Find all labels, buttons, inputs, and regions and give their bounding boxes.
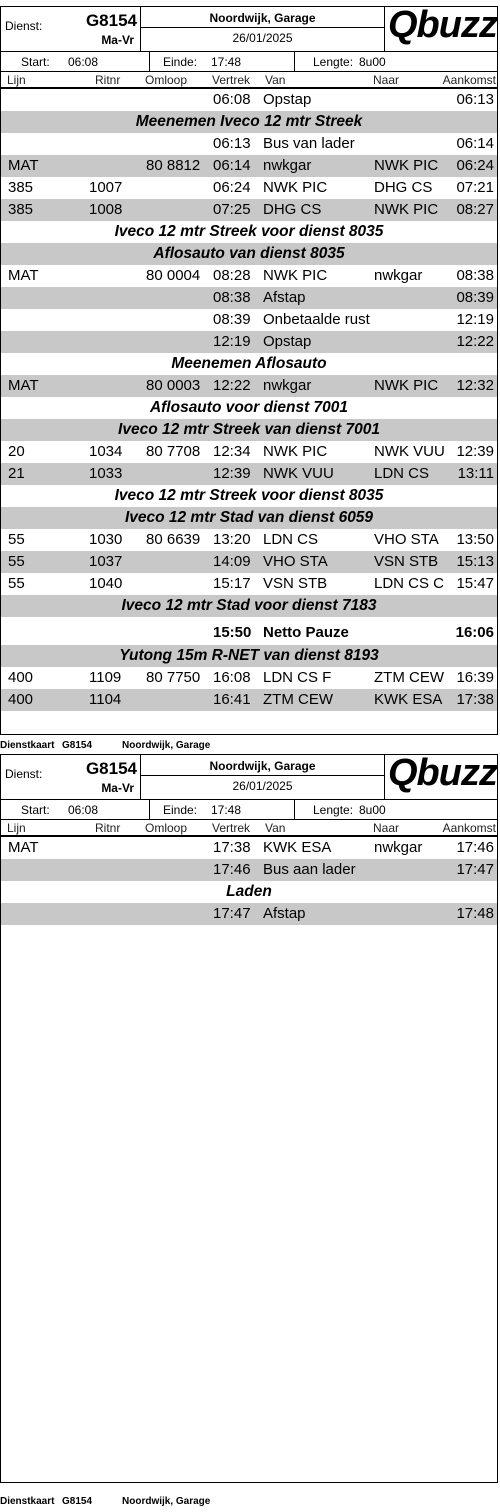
cell-lijn: 55 (8, 553, 25, 570)
cell-naar: VSN STB (374, 553, 439, 570)
cell-naar: VHO STA (374, 531, 439, 548)
cell-van: nwkgar (263, 157, 312, 174)
cell-vertrek: 15:50 (213, 624, 252, 641)
col-lijn: Lijn (7, 73, 26, 87)
cell-aankomst: 12:22 (456, 333, 494, 350)
column-headers (1, 820, 497, 837)
cell-omloop: 80 0004 (146, 267, 201, 284)
cell-lijn: 400 (8, 691, 34, 708)
table-row (1, 155, 497, 177)
table-row (1, 859, 497, 881)
footer-location: Noordwijk, Garage (122, 740, 211, 751)
section-heading: Iveco 12 mtr Streek voor dienst 8035 (114, 487, 384, 504)
cell-van: LDN CS (263, 531, 319, 548)
cell-vertrek: 08:38 (213, 289, 251, 306)
start-time: 06:08 (68, 55, 99, 69)
cell-aankomst: 07:21 (456, 179, 494, 196)
section-heading: Iveco 12 mtr Stad van dienst 6059 (1, 507, 497, 529)
cell-naar: DHG CS (374, 179, 433, 196)
page-header (1, 4, 497, 52)
schedule-body (1, 89, 497, 711)
section-heading: Aflosauto van dienst 8035 (1, 243, 497, 265)
cell-naar: nwkgar (374, 839, 423, 856)
cell-omloop: 80 6639 (146, 531, 201, 548)
cell-aankomst: 08:39 (456, 289, 494, 306)
cell-naar: LDN CS (374, 465, 430, 482)
lengte-value: 8u00 (359, 803, 386, 817)
cell-vertrek: 08:39 (213, 311, 251, 328)
table-row (1, 331, 497, 353)
table-row (1, 551, 497, 573)
cell-van: NWK PIC (263, 267, 328, 284)
cell-van: NWK VUU (263, 465, 334, 482)
cell-aankomst: 16:39 (456, 669, 494, 686)
table-row (1, 265, 497, 287)
cell-naar: NWK PIC (374, 201, 439, 218)
dienstkaart-page-2 (0, 754, 498, 1483)
cell-lijn: MAT (8, 267, 39, 284)
dienst-code: G8154 (85, 759, 137, 778)
cell-vertrek: 12:19 (213, 333, 251, 350)
cell-aankomst: 17:47 (456, 861, 494, 878)
table-row (1, 837, 497, 859)
cell-ritnr: 1033 (89, 465, 123, 482)
cell-van: Onbetaalde rust (263, 311, 370, 328)
section-heading: Aflosauto voor dienst 7001 (149, 399, 349, 416)
cell-aankomst: 06:13 (456, 91, 494, 108)
cell-vertrek: 06:13 (213, 135, 251, 152)
cell-vertrek: 12:34 (213, 443, 251, 460)
cell-aankomst: 15:13 (456, 553, 494, 570)
cell-vertrek: 06:14 (213, 157, 251, 174)
cell-vertrek: 17:46 (213, 861, 251, 878)
lengte-label: Lengte: (313, 803, 354, 817)
col-aankomst: Aankomst (442, 821, 496, 835)
cell-van: Bus aan lader (263, 861, 356, 878)
einde-label: Einde: (163, 55, 198, 69)
footer-location: Noordwijk, Garage (122, 1496, 211, 1507)
cell-aankomst: 12:39 (456, 443, 494, 460)
section-heading: Iveco 12 mtr Streek van dienst 7001 (1, 419, 497, 441)
cell-naar: nwkgar (374, 267, 423, 284)
section-heading: Iveco 12 mtr Streek voor dienst 8035 (114, 223, 384, 240)
cell-lijn: MAT (8, 377, 39, 394)
einde-time: 17:48 (211, 803, 242, 817)
cell-van: NWK PIC (263, 443, 328, 460)
col-omloop: Omloop (145, 73, 188, 87)
cell-aankomst: 16:06 (455, 624, 494, 641)
cell-vertrek: 15:17 (213, 575, 251, 592)
cell-van: VSN STB (263, 575, 328, 592)
cell-van: VHO STA (263, 553, 328, 570)
table-row (1, 689, 497, 711)
section-heading: Meenemen Aflosauto (171, 355, 327, 372)
einde-time: 17:48 (211, 55, 242, 69)
cell-ritnr: 1037 (89, 553, 123, 570)
date: 26/01/2025 (232, 779, 293, 793)
cell-aankomst: 13:50 (456, 531, 494, 548)
cell-ritnr: 1030 (89, 531, 123, 548)
column-headers (1, 72, 497, 89)
cell-lijn: 400 (8, 669, 34, 686)
cell-vertrek: 16:08 (213, 669, 251, 686)
cell-vertrek: 14:09 (213, 553, 251, 570)
cell-naar: KWK ESA (374, 691, 443, 708)
cell-lijn: MAT (8, 839, 39, 856)
cell-vertrek: 06:08 (213, 91, 251, 108)
cell-van: Netto Pauze (263, 624, 349, 641)
cell-vertrek: 12:22 (213, 377, 251, 394)
schedule-body (1, 837, 497, 925)
table-row (1, 529, 497, 551)
section-heading: Laden (226, 883, 272, 900)
section-heading: Yutong 15m R-NET van dienst 8193 (1, 645, 497, 667)
table-row (1, 573, 497, 595)
cell-aankomst: 17:38 (456, 691, 494, 708)
dienst-code: G8154 (85, 11, 137, 30)
cell-ritnr: 1104 (89, 691, 122, 708)
table-row (1, 177, 497, 199)
cell-lijn: 21 (8, 465, 25, 482)
cell-aankomst: 12:19 (456, 311, 494, 328)
cell-vertrek: 17:47 (213, 905, 251, 922)
cell-naar: ZTM CEW (374, 669, 444, 686)
footer-label: Dienstkaart (0, 740, 55, 751)
cell-aankomst: 06:14 (456, 135, 494, 152)
einde-label: Einde: (163, 803, 198, 817)
times-bar (1, 800, 497, 820)
page-footer (0, 1496, 498, 1508)
cell-aankomst: 15:47 (456, 575, 494, 592)
dienst-label: Dienst: (5, 19, 43, 33)
dienst-days: Ma-Vr (101, 33, 134, 47)
cell-aankomst: 08:27 (456, 201, 494, 218)
col-van: Van (265, 821, 286, 835)
cell-omloop: 80 7708 (146, 443, 201, 460)
col-ritnr: Ritnr (95, 821, 121, 835)
table-row (1, 375, 497, 397)
location: Noordwijk, Garage (209, 11, 316, 25)
cell-omloop: 80 7750 (146, 669, 201, 686)
location: Noordwijk, Garage (209, 759, 316, 773)
cell-van: Opstap (263, 91, 312, 108)
cell-lijn: MAT (8, 157, 39, 174)
start-label: Start: (21, 803, 50, 817)
cell-lijn: 55 (8, 531, 25, 548)
cell-naar: NWK VUU (374, 443, 445, 460)
cell-aankomst: 06:24 (456, 157, 494, 174)
start-time: 06:08 (68, 803, 99, 817)
cell-aankomst: 08:38 (456, 267, 494, 284)
footer-code: G8154 (62, 1496, 93, 1507)
cell-ritnr: 1008 (89, 201, 123, 218)
col-omloop: Omloop (145, 821, 188, 835)
cell-aankomst: 17:46 (456, 839, 494, 856)
table-row (1, 903, 497, 925)
cell-lijn: 20 (8, 443, 25, 460)
cell-van: Opstap (263, 333, 312, 350)
col-van: Van (265, 73, 286, 87)
dienst-days: Ma-Vr (101, 781, 134, 795)
cell-vertrek: 08:28 (213, 267, 251, 284)
cell-vertrek: 12:39 (213, 465, 251, 482)
cell-ritnr: 1007 (89, 179, 123, 196)
table-row (1, 89, 497, 111)
col-naar: Naar (373, 73, 400, 87)
footer-label: Dienstkaart (0, 1496, 55, 1507)
footer-code: G8154 (62, 740, 93, 751)
cell-van: Afstap (263, 289, 306, 306)
pause-row (1, 617, 497, 645)
cell-vertrek: 13:20 (213, 531, 251, 548)
col-lijn: Lijn (7, 821, 26, 835)
cell-lijn: 55 (8, 575, 25, 592)
table-row (1, 199, 497, 221)
cell-vertrek: 17:38 (213, 839, 251, 856)
times-bar (1, 52, 497, 72)
cell-van: NWK PIC (263, 179, 328, 196)
cell-aankomst: 17:48 (456, 905, 494, 922)
table-row (1, 667, 497, 689)
cell-naar: NWK PIC (374, 377, 439, 394)
cell-omloop: 80 0003 (146, 377, 201, 394)
section-heading: Meenemen Iveco 12 mtr Streek (1, 111, 497, 133)
col-vertrek: Vertrek (212, 73, 251, 87)
cell-van: Afstap (263, 905, 306, 922)
table-row (1, 309, 497, 331)
col-aankomst: Aankomst (442, 73, 496, 87)
lengte-value: 8u00 (359, 55, 386, 69)
qbuzz-logo: Qbuzz (388, 752, 497, 794)
table-row (1, 463, 497, 485)
cell-naar: NWK PIC (374, 157, 439, 174)
qbuzz-logo: Qbuzz (388, 4, 497, 46)
section-heading: Iveco 12 mtr Stad voor dienst 7183 (1, 595, 497, 617)
table-row (1, 287, 497, 309)
cell-aankomst: 13:11 (457, 465, 494, 482)
cell-omloop: 80 8812 (146, 157, 201, 174)
cell-aankomst: 12:32 (456, 377, 494, 394)
cell-van: ZTM CEW (263, 691, 333, 708)
cell-van: LDN CS F (263, 669, 332, 686)
cell-van: Bus van lader (263, 135, 355, 152)
cell-van: DHG CS (263, 201, 322, 218)
table-row (1, 441, 497, 463)
page-header (1, 752, 497, 800)
lengte-label: Lengte: (313, 55, 354, 69)
dienst-label: Dienst: (5, 767, 43, 781)
date: 26/01/2025 (232, 31, 293, 45)
table-row (1, 133, 497, 155)
cell-vertrek: 16:41 (213, 691, 251, 708)
start-label: Start: (21, 55, 50, 69)
cell-lijn: 385 (8, 201, 34, 218)
cell-lijn: 385 (8, 179, 34, 196)
cell-van: nwkgar (263, 377, 312, 394)
col-naar: Naar (373, 821, 400, 835)
cell-naar: LDN CS C (374, 575, 445, 592)
cell-ritnr: 1034 (89, 443, 123, 460)
cell-van: KWK ESA (263, 839, 332, 856)
cell-vertrek: 07:25 (213, 201, 251, 218)
dienstkaart-page-1 (0, 6, 498, 735)
col-ritnr: Ritnr (95, 73, 121, 87)
page-footer (0, 740, 498, 752)
cell-ritnr: 1109 (89, 669, 122, 686)
cell-ritnr: 1040 (89, 575, 123, 592)
col-vertrek: Vertrek (212, 821, 251, 835)
cell-vertrek: 06:24 (213, 179, 251, 196)
